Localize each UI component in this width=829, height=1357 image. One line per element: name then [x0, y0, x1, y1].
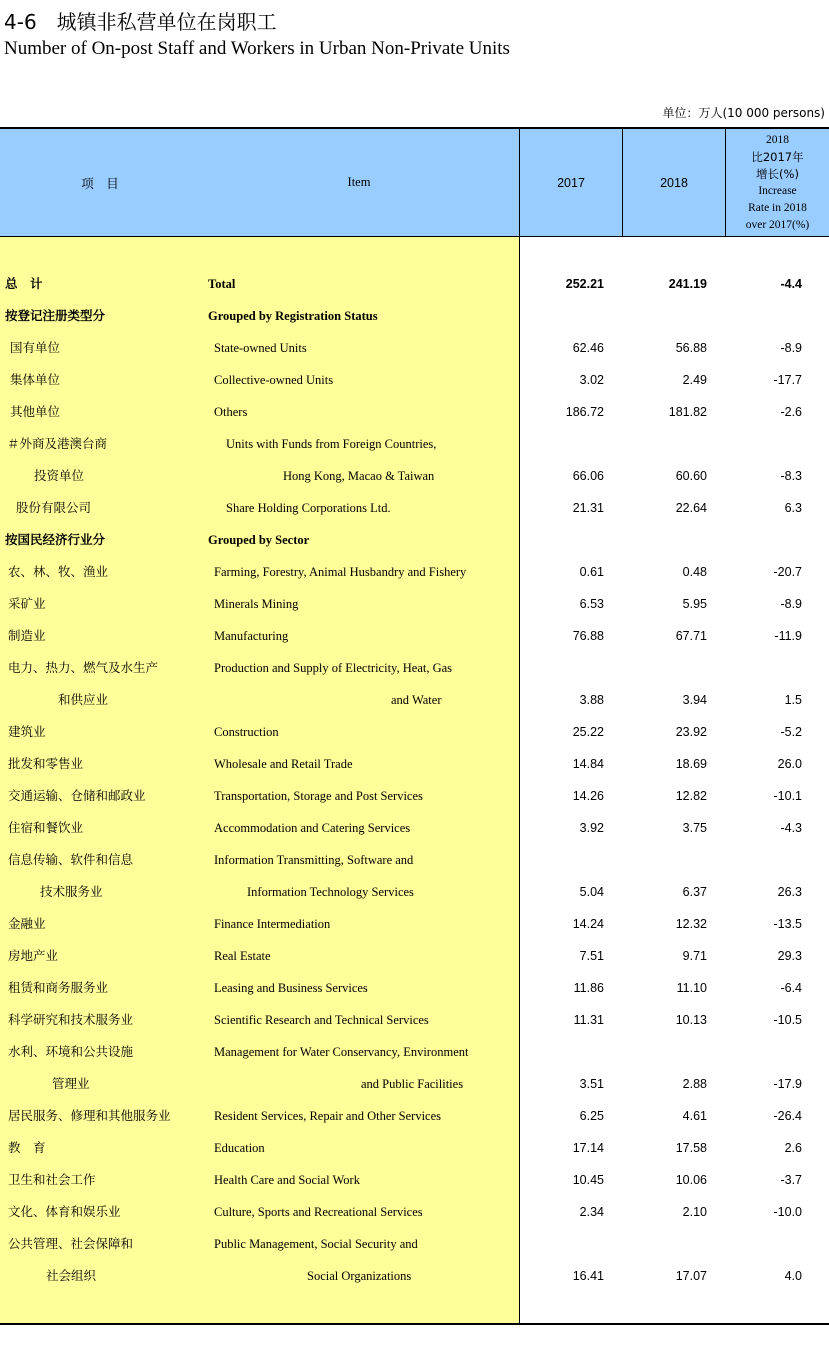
row-label-en: Grouped by Sector — [208, 533, 310, 547]
value-2017: 62.46 — [572, 341, 604, 355]
row-label-en: Management for Water Conservancy, Environment — [214, 1045, 469, 1059]
value-increase: -10.0 — [773, 1205, 802, 1219]
value-2018: 12.82 — [675, 789, 707, 803]
row-label-en: Resident Services, Repair and Other Services — [214, 1109, 442, 1123]
value-2017: 66.06 — [572, 469, 604, 483]
row-label-cn: 公共管理、社会保障和 — [8, 1236, 134, 1251]
table-row — [0, 690, 829, 710]
value-2018: 12.32 — [675, 917, 707, 931]
value-2018: 10.06 — [675, 1173, 707, 1187]
value-2017: 6.53 — [579, 597, 604, 611]
value-2017: 2.34 — [579, 1205, 604, 1219]
row-label-en: Finance Intermediation — [214, 917, 331, 931]
row-label-en: Grouped by Registration Status — [208, 309, 378, 323]
value-2017: 16.41 — [572, 1269, 604, 1283]
row-label-en: Accommodation and Catering Services — [214, 821, 411, 835]
value-2018: 2.88 — [682, 1077, 707, 1091]
value-increase: -10.1 — [773, 789, 802, 803]
value-2018: 17.58 — [675, 1141, 707, 1155]
row-label-cn: 批发和零售业 — [8, 756, 84, 771]
value-2018: 3.94 — [682, 693, 707, 707]
value-2018: 9.71 — [682, 949, 707, 963]
value-2017: 7.51 — [579, 949, 604, 963]
table-row — [0, 466, 829, 486]
header-increase-line: over 2017(%) — [745, 218, 810, 231]
header-increase-line: 2018 — [766, 133, 789, 146]
header-increase-line: 增长(%) — [756, 166, 799, 181]
row-label-en: Leasing and Business Services — [214, 981, 368, 995]
value-2018: 11.10 — [676, 981, 707, 995]
value-2017: 3.02 — [579, 373, 604, 387]
row-label-cn: 交通运输、仓储和邮政业 — [8, 788, 146, 803]
value-increase: -10.5 — [773, 1013, 802, 1027]
table-row — [0, 946, 829, 966]
row-label-en: Information Transmitting, Software and — [214, 853, 414, 867]
value-increase: -6.4 — [780, 981, 802, 995]
value-2018: 10.13 — [675, 1013, 707, 1027]
table-row — [0, 434, 829, 454]
value-increase: 2.6 — [784, 1141, 802, 1155]
value-2018: 0.48 — [682, 565, 707, 579]
value-2017: 14.24 — [572, 917, 604, 931]
page-title-chinese: 4-6 城镇非私营单位在岗职工 — [4, 10, 277, 34]
row-label-en: Share Holding Corporations Ltd. — [226, 501, 391, 515]
value-increase: 4.0 — [784, 1269, 802, 1283]
table-row — [0, 498, 829, 518]
table-row — [0, 1042, 829, 1062]
table-row — [0, 818, 829, 838]
value-2017: 5.04 — [579, 885, 604, 899]
row-label-cn: 按国民经济行业分 — [5, 532, 106, 547]
value-2017: 3.51 — [579, 1077, 604, 1091]
value-2017: 3.92 — [579, 821, 604, 835]
value-increase: -8.9 — [780, 597, 802, 611]
row-label-cn: 文化、体育和娱乐业 — [8, 1204, 121, 1219]
header-item-cn: 项 目 — [81, 175, 119, 191]
header-increase-rate — [726, 129, 829, 236]
row-label-en: Health Care and Social Work — [214, 1173, 360, 1187]
row-label-cn: 按登记注册类型分 — [5, 308, 106, 323]
table-row — [0, 978, 829, 998]
value-2018: 2.49 — [682, 373, 707, 387]
table-row — [0, 786, 829, 806]
value-2018: 56.88 — [675, 341, 707, 355]
row-label-cn: 管理业 — [52, 1076, 90, 1091]
value-increase: -11.9 — [774, 629, 802, 643]
table-row — [0, 274, 829, 294]
row-label-en: State-owned Units — [214, 341, 307, 355]
table-row — [0, 530, 829, 550]
value-2017: 21.31 — [572, 501, 604, 515]
value-increase: -4.4 — [780, 277, 802, 291]
row-label-cn: 农、林、牧、渔业 — [8, 564, 109, 579]
table-row — [0, 306, 829, 326]
value-increase: -5.2 — [780, 725, 802, 739]
value-increase: 6.3 — [784, 501, 802, 515]
row-label-en: Production and Supply of Electricity, Heat, Gas — [214, 661, 453, 675]
row-label-en: Culture, Sports and Recreational Services — [214, 1205, 423, 1219]
row-label-cn: 集体单位 — [10, 372, 61, 387]
row-label-en: Information Technology Services — [247, 885, 414, 899]
table-row — [0, 658, 829, 678]
table-row — [0, 594, 829, 614]
value-2017: 25.22 — [572, 725, 604, 739]
value-increase: -17.7 — [773, 373, 802, 387]
table-row — [0, 1170, 829, 1190]
table-row — [0, 1074, 829, 1094]
value-2017: 17.14 — [572, 1141, 604, 1155]
value-increase: 1.5 — [784, 693, 802, 707]
row-label-en: Real Estate — [214, 949, 271, 963]
row-label-cn: 和供应业 — [58, 692, 109, 707]
row-label-cn: ＃外商及港澳台商 — [7, 436, 108, 451]
table-row — [0, 370, 829, 390]
row-label-cn: 教 育 — [8, 1140, 46, 1155]
header-bottom-rule — [0, 236, 829, 237]
row-label-cn: 技术服务业 — [40, 884, 103, 899]
row-label-cn: 社会组织 — [46, 1268, 97, 1283]
row-label-cn: 租赁和商务服务业 — [8, 980, 109, 995]
value-2018: 3.75 — [682, 821, 707, 835]
row-label-en: Units with Funds from Foreign Countries, — [226, 437, 437, 451]
row-label-en: Collective-owned Units — [214, 373, 334, 387]
header-2018: 2018 — [660, 175, 688, 190]
table-row — [0, 850, 829, 870]
header-item-en: Item — [347, 175, 371, 189]
row-label-cn: 总 计 — [5, 276, 43, 291]
row-label-en: Construction — [214, 725, 279, 739]
value-2018: 18.69 — [675, 757, 707, 771]
row-label-cn: 采矿业 — [8, 596, 46, 611]
row-label-en: Total — [208, 277, 236, 291]
row-label-cn: 住宿和餐饮业 — [8, 820, 84, 835]
row-label-en: Public Management, Social Security and — [214, 1237, 418, 1251]
value-2017: 14.84 — [572, 757, 604, 771]
value-2017: 11.86 — [573, 981, 604, 995]
header-increase-line: Increase — [758, 184, 797, 197]
row-label-en: and Public Facilities — [361, 1077, 464, 1091]
value-2018: 5.95 — [682, 597, 707, 611]
unit-label: 单位：万人(10 000 persons) — [662, 106, 825, 120]
value-2018: 6.37 — [682, 885, 707, 899]
row-label-cn: 居民服务、修理和其他服务业 — [8, 1108, 171, 1123]
row-label-cn: 股份有限公司 — [16, 500, 92, 515]
value-increase: 26.0 — [777, 757, 802, 771]
value-2017: 10.45 — [572, 1173, 604, 1187]
table-row — [0, 1202, 829, 1222]
value-increase: -4.3 — [780, 821, 802, 835]
value-2017: 76.88 — [572, 629, 604, 643]
row-label-en: Wholesale and Retail Trade — [214, 757, 353, 771]
row-label-cn: 电力、热力、燃气及水生产 — [8, 660, 159, 675]
value-2018: 241.19 — [668, 277, 707, 291]
row-label-cn: 科学研究和技术服务业 — [8, 1012, 134, 1027]
value-2017: 14.26 — [572, 789, 604, 803]
value-2018: 4.61 — [682, 1109, 707, 1123]
row-label-en: Minerals Mining — [214, 597, 299, 611]
row-label-en: Manufacturing — [214, 629, 289, 643]
value-increase: -2.6 — [780, 405, 802, 419]
row-label-en: Transportation, Storage and Post Services — [214, 789, 423, 803]
row-label-cn: 投资单位 — [34, 468, 85, 483]
table-row — [0, 402, 829, 422]
value-increase: -8.9 — [780, 341, 802, 355]
table-row — [0, 754, 829, 774]
row-label-cn: 房地产业 — [8, 948, 59, 963]
row-label-en: Others — [214, 405, 248, 419]
value-2018: 17.07 — [675, 1269, 707, 1283]
value-increase: -20.7 — [773, 565, 802, 579]
row-label-cn: 金融业 — [8, 916, 46, 931]
row-label-cn: 制造业 — [8, 628, 46, 643]
value-2017: 186.72 — [565, 405, 604, 419]
table-row — [0, 1106, 829, 1126]
value-2017: 11.31 — [573, 1013, 604, 1027]
row-label-en: Education — [214, 1141, 265, 1155]
row-label-cn: 卫生和社会工作 — [8, 1172, 96, 1187]
row-label-cn: 水利、环境和公共设施 — [8, 1044, 134, 1059]
row-label-en: Scientific Research and Technical Services — [214, 1013, 429, 1027]
value-increase: -17.9 — [773, 1077, 802, 1091]
table-row — [0, 1010, 829, 1030]
value-2018: 22.64 — [675, 501, 707, 515]
value-increase: -13.5 — [773, 917, 802, 931]
value-increase: 29.3 — [777, 949, 802, 963]
header-2017: 2017 — [557, 175, 585, 190]
value-2018: 23.92 — [675, 725, 707, 739]
value-2018: 60.60 — [675, 469, 707, 483]
value-2018: 2.10 — [682, 1205, 707, 1219]
table-row — [0, 562, 829, 582]
row-label-cn: 建筑业 — [8, 724, 46, 739]
value-2017: 6.25 — [579, 1109, 604, 1123]
table-row — [0, 1138, 829, 1158]
value-increase: -3.7 — [780, 1173, 802, 1187]
row-label-en: Farming, Forestry, Animal Husbandry and Fishery — [214, 565, 467, 579]
table-row — [0, 914, 829, 934]
header-increase-line: Rate in 2018 — [748, 201, 807, 214]
page-title-english: Number of On-post Staff and Workers in Urban Non-Private Units — [4, 38, 510, 59]
table-row — [0, 722, 829, 742]
row-label-cn: 信息传输、软件和信息 — [8, 852, 134, 867]
table-row — [0, 882, 829, 902]
value-2017: 252.21 — [565, 277, 604, 291]
table-row — [0, 1266, 829, 1286]
value-increase: -26.4 — [773, 1109, 802, 1123]
row-label-en: Social Organizations — [307, 1269, 412, 1283]
table-row — [0, 1234, 829, 1254]
row-label-cn: 其他单位 — [10, 404, 61, 419]
table-bottom-rule — [0, 1323, 829, 1325]
row-label-cn: 国有单位 — [10, 340, 61, 355]
value-increase: 26.3 — [777, 885, 802, 899]
value-2017: 0.61 — [579, 565, 604, 579]
value-2018: 181.82 — [668, 405, 707, 419]
value-2017: 3.88 — [579, 693, 604, 707]
table-body-highlight — [0, 237, 519, 1324]
row-label-en: Hong Kong, Macao & Taiwan — [283, 469, 435, 483]
value-increase: -8.3 — [780, 469, 802, 483]
table-row — [0, 626, 829, 646]
value-2018: 67.71 — [675, 629, 707, 643]
row-label-en: and Water — [391, 693, 442, 707]
header-increase-line: 比2017年 — [751, 149, 804, 164]
table-row — [0, 338, 829, 358]
